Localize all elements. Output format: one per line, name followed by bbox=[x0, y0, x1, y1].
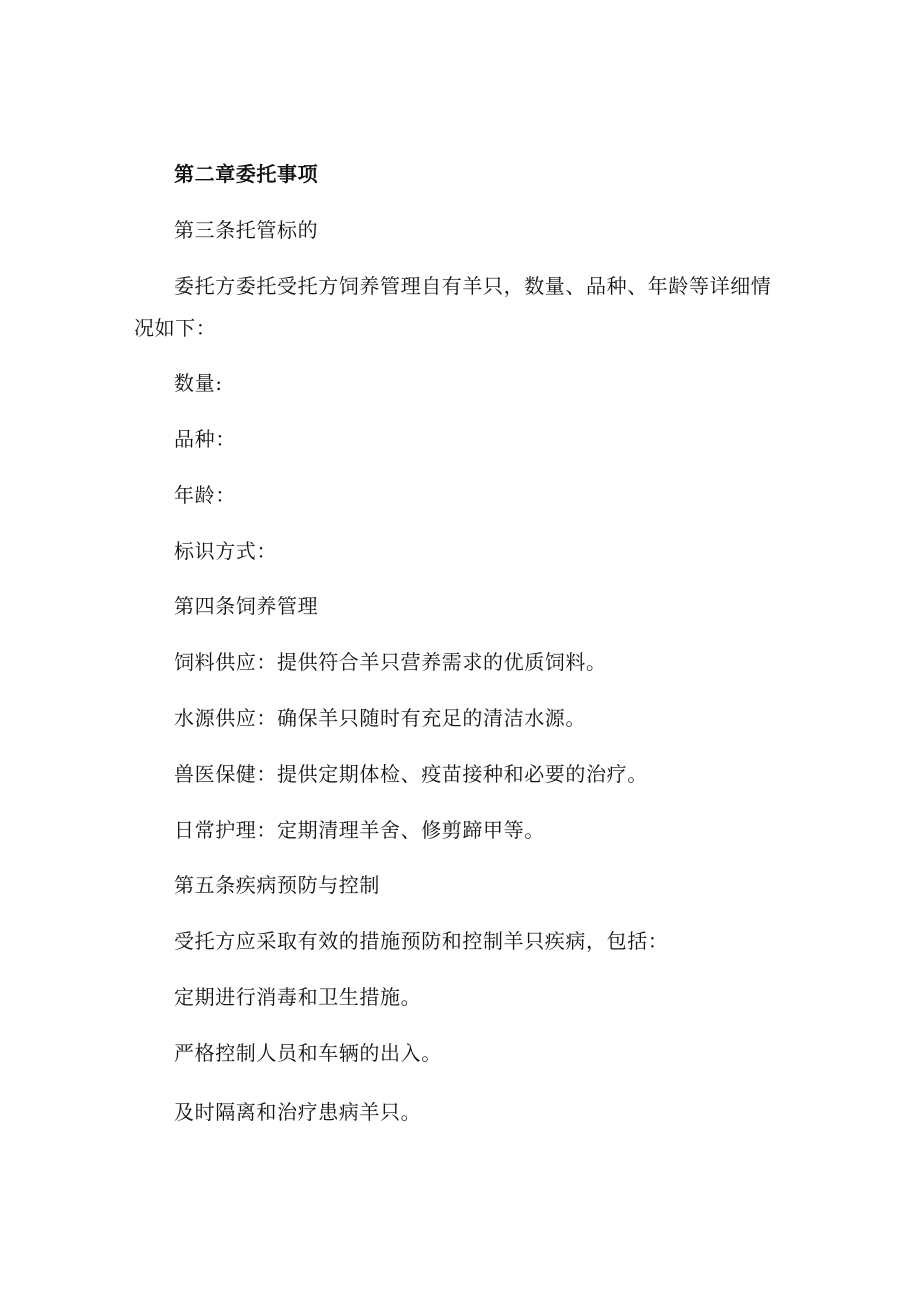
article-4-item: 水源供应：确保羊只随时有充足的清洁水源。 bbox=[174, 706, 586, 730]
article-5-item: 及时隔离和治疗患病羊只。 bbox=[174, 1100, 422, 1124]
article-3-intro-line-2: 况如下： bbox=[134, 316, 217, 340]
article-5-item: 严格控制人员和车辆的出入。 bbox=[174, 1041, 442, 1065]
field-age: 年龄： bbox=[174, 483, 236, 507]
article-5-title: 第五条疾病预防与控制 bbox=[174, 873, 380, 897]
field-breed: 品种： bbox=[174, 427, 236, 451]
chapter-title: 第二章委托事项 bbox=[174, 162, 319, 186]
field-identification: 标识方式： bbox=[174, 539, 277, 563]
article-5-intro: 受托方应采取有效的措施预防和控制羊只疾病，包括： bbox=[174, 929, 669, 953]
article-4-item: 兽医保健：提供定期体检、疫苗接种和必要的治疗。 bbox=[174, 762, 648, 786]
article-3-intro-line-1: 委托方委托受托方饲养管理自有羊只，数量、品种、年龄等详细情 bbox=[174, 274, 772, 298]
article-5-item: 定期进行消毒和卫生措施。 bbox=[174, 985, 422, 1009]
article-3-title: 第三条托管标的 bbox=[174, 218, 319, 242]
article-4-item: 日常护理：定期清理羊舍、修剪蹄甲等。 bbox=[174, 818, 545, 842]
field-quantity: 数量: bbox=[174, 371, 223, 395]
article-4-title: 第四条饲养管理 bbox=[174, 594, 319, 618]
article-4-item: 饲料供应：提供符合羊只营养需求的优质饲料。 bbox=[174, 650, 607, 674]
